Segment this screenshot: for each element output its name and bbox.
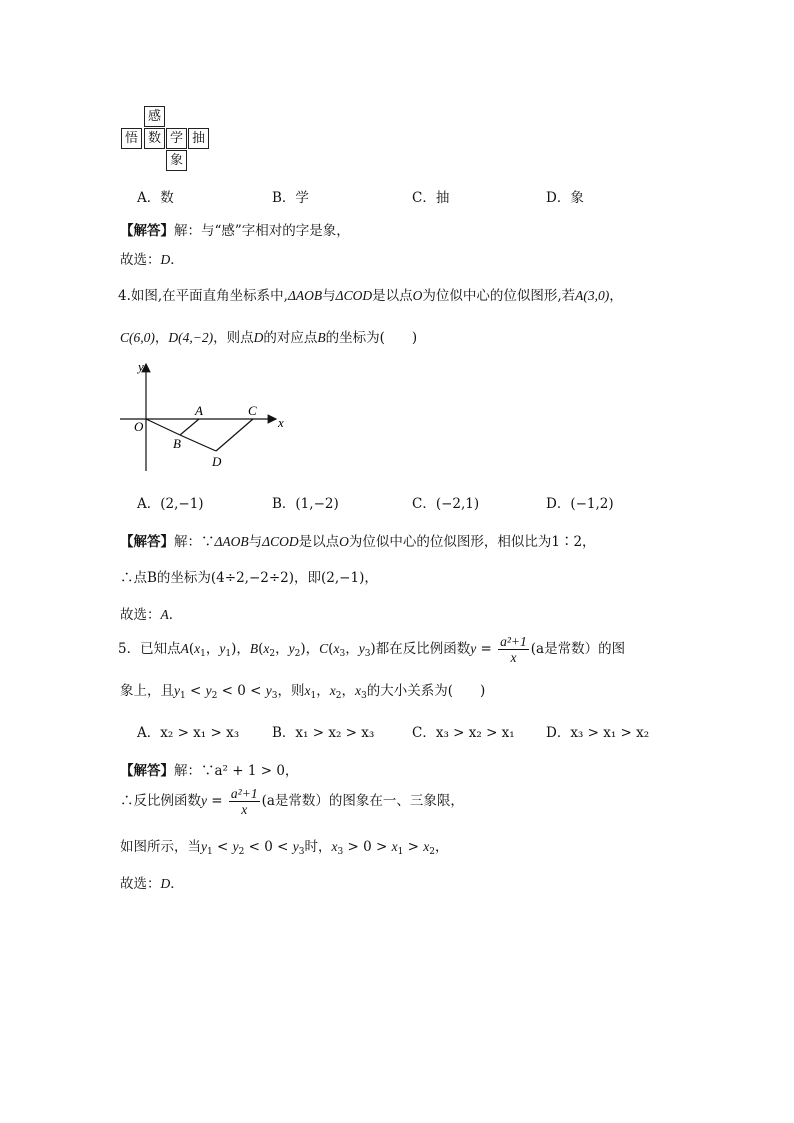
label-d: D — [212, 454, 222, 469]
choice-end: ． — [170, 252, 184, 268]
choice-label: 故选： — [120, 876, 161, 892]
q4-text: 是以点 — [372, 288, 413, 304]
q5-sol-text: 如图所示，当 — [120, 839, 201, 855]
q4-text: 与 — [322, 288, 336, 304]
net-cell-bottom: 象 — [166, 150, 187, 171]
point-a-coord: A(3,0) — [575, 288, 610, 303]
answer-text: 解：与“感”字相对的字是象， — [174, 223, 350, 239]
choice-label: 故选： — [120, 607, 161, 623]
q5-text: 象上，且 — [120, 683, 174, 699]
segment-ab — [180, 419, 199, 435]
fraction-expression — [229, 786, 260, 817]
q5-answer-line3: 如图所示，当$y_1 < y_2 < 0 < y_3$时，$x_3 > 0 > x_1 > x_2$， — [120, 839, 449, 857]
q4-text: 的坐标为( ) — [325, 330, 418, 346]
point-o: O — [412, 288, 423, 303]
segment-bd — [180, 435, 216, 451]
q4-text: 为位似中心的位似图形,若 — [422, 288, 576, 304]
choice-label: 故选： — [120, 252, 161, 268]
fraction-denominator: x — [510, 650, 517, 665]
label-c: C — [248, 403, 257, 418]
q4-answer-line1 — [120, 530, 596, 550]
q5-text: (a是常数）的图 — [530, 641, 626, 657]
q3-option-d: D．象 — [546, 190, 584, 206]
point-d-coord: D(4,−2) — [168, 330, 214, 345]
choice-end: ． — [170, 876, 184, 892]
point-b: B — [317, 330, 326, 345]
segment-ob — [146, 419, 180, 435]
label-y: y — [138, 359, 144, 374]
answer-tag: 【解答】 — [120, 534, 174, 550]
q5-text: 都在反比例函数 — [375, 641, 471, 657]
q4-stem-line1 — [118, 284, 623, 304]
therefore-symbol: ∴ — [120, 570, 134, 586]
q5-answer-line2: ∴反比例函数y = $\frac{\text{a²+1}}{x}$ (a是常数）的图象在一、三象限， — [120, 786, 464, 817]
q5-sol-text: 时， — [304, 839, 332, 855]
q4-text: ， — [609, 288, 623, 304]
fraction-denominator: x — [241, 802, 248, 817]
q5-option-c: C．x₃ > x₂ > x₁ — [412, 725, 515, 741]
triangle-cod: ΔCOD — [262, 534, 299, 549]
q5-text: 的大小关系为( ) — [366, 683, 486, 699]
q3-option-c: C．抽 — [412, 190, 450, 206]
q3-choice — [120, 248, 184, 268]
q3-answer — [120, 219, 350, 239]
choice-letter: A — [160, 607, 169, 622]
q4-text: ，则点 — [213, 330, 254, 346]
q5-stem-line1: 5．已知点$A(x_1$，$y_1$)，$B(x_2$，$y_2$)，$C(x_3$，$y_3$)都在反比例函数y = $\frac{\text{a²+1}}{x}$ (a是常数）的图 — [118, 634, 626, 665]
triangle-cod: ΔCOD — [335, 288, 373, 303]
q4-choice — [120, 603, 182, 623]
q4-sol-text: 点B的坐标为(4÷2,−2÷2)，即(2,−1)， — [133, 570, 378, 586]
q4-sol-text: 与 — [248, 534, 263, 550]
q5-sol-text: ∴反比例函数 — [120, 793, 201, 809]
point-d: D — [253, 330, 264, 345]
q4-option-a: A．(2,−1) — [137, 496, 204, 512]
q5-choice — [120, 872, 184, 892]
label-a: A — [195, 403, 203, 418]
q3-option-a: A．数 — [137, 190, 174, 206]
point-c-coord: C(6,0) — [120, 330, 155, 345]
q5-sol-text: 解：∵a² + 1 > 0， — [174, 763, 299, 779]
q4-option-b: B．(1,−2) — [272, 496, 339, 512]
q3-option-b: B．学 — [272, 190, 309, 206]
q5-option-d: D．x₃ > x₁ > x₂ — [546, 725, 650, 741]
triangle-aob: ΔAOB — [287, 288, 323, 303]
fraction-numerator: a²+1 — [230, 786, 258, 801]
q4-answer-line2 — [120, 566, 378, 586]
q5-option-a: A．x₂ > x₁ > x₃ — [137, 725, 240, 741]
triangle-aob: ΔAOB — [214, 534, 249, 549]
net-cell-top: 感 — [144, 106, 165, 127]
label-x: x — [278, 415, 284, 430]
q4-option-c: C．(−2,1) — [412, 496, 480, 512]
q4-sol-text: 是以点 — [298, 534, 340, 550]
q5-answer-line1 — [120, 759, 298, 779]
choice-letter: D — [160, 876, 171, 891]
point-o: O — [339, 534, 349, 549]
fraction-expression — [498, 634, 529, 665]
q4-sol-text: 为位似中心的位似图形，相似比为1∶2， — [348, 534, 596, 550]
q5-text: 5．已知点 — [118, 641, 181, 657]
label-b: B — [173, 436, 181, 451]
net-cell-2: 数 — [144, 128, 165, 149]
because-symbol: ∵ — [201, 534, 215, 550]
segment-cd — [216, 419, 253, 451]
choice-letter: D — [160, 252, 171, 267]
q5-option-b: B．x₁ > x₂ > x₃ — [272, 725, 375, 741]
answer-tag: 【解答】 — [120, 763, 174, 779]
net-cell-1: 悟 — [121, 128, 142, 149]
net-cell-4: 抽 — [188, 128, 209, 149]
q4-coordinate-figure — [110, 358, 300, 478]
q4-text: 的对应点 — [263, 330, 318, 346]
q4-stem-line2 — [120, 326, 417, 346]
q4-sol-text: 解： — [174, 534, 201, 550]
answer-tag: 【解答】 — [120, 223, 174, 239]
q4-option-d: D．(−1,2) — [546, 496, 614, 512]
q5-sol-text: (a是常数）的图象在一、三象限， — [261, 793, 464, 809]
q4-text: ， — [154, 330, 169, 346]
label-o: O — [134, 419, 144, 434]
choice-end: ． — [168, 607, 183, 623]
q5-stem-line2: 象上，且$y_1 < y_2 < 0 < y_3$，则$x_1$，$x_2$，$x_3$的大小关系为( ) — [120, 683, 486, 701]
fraction-numerator: a²+1 — [500, 634, 527, 649]
net-cell-3: 学 — [166, 128, 187, 149]
q5-text: ，则 — [277, 683, 305, 699]
q5-sol-text: ， — [435, 839, 449, 855]
q4-text: 4.如图,在平面直角坐标系中, — [118, 288, 288, 304]
